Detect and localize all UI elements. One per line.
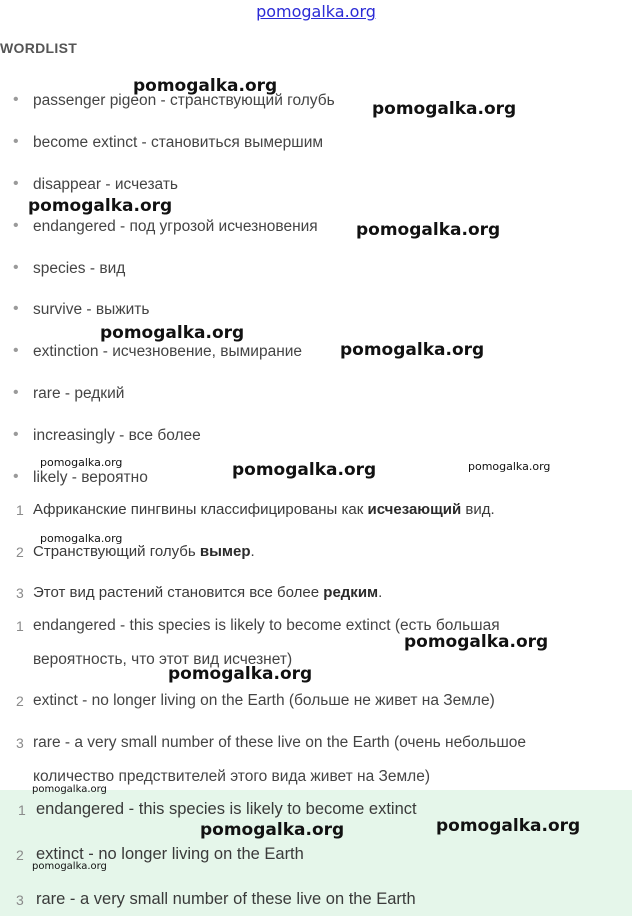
bullet-icon: •	[13, 384, 19, 401]
item-number: 1	[16, 502, 24, 518]
wordlist-title: WORDLIST	[0, 40, 78, 56]
wordlist-item: disappear - исчезать	[33, 176, 179, 193]
item-number: 3	[16, 735, 24, 751]
watermark: pomogalka.org	[28, 196, 173, 216]
definition-line: rare - a very small number of these live on the Earth (очень небольшое	[33, 734, 527, 751]
watermark: pomogalka.org	[32, 784, 107, 795]
definition-line: extinct - no longer living on the Earth (больше не живет на Земле)	[33, 692, 495, 709]
watermark: pomogalka.org	[40, 532, 123, 545]
watermark: pomogalka.org	[356, 220, 501, 240]
bullet-icon: •	[13, 259, 19, 276]
definition-line: endangered - this species is likely to become extinct (есть большая	[33, 617, 500, 634]
watermark: pomogalka.org	[436, 816, 581, 836]
wordlist-item: extinction - исчезновение, вымирание	[33, 343, 303, 360]
translation-sentence: Африканские пингвины классифицированы как исчезающий вид.	[33, 501, 495, 518]
key-word: исчезающий	[367, 501, 462, 518]
bullet-icon: •	[13, 217, 19, 234]
definition-line: количество предствителей этого вида живет на Земле)	[33, 768, 430, 785]
item-number: 1	[16, 618, 24, 634]
bullet-icon: •	[13, 91, 19, 108]
item-number: 2	[16, 847, 24, 863]
site-link[interactable]: pomogalka.org	[256, 2, 376, 21]
translation-sentence: Этот вид растений становится все более редким.	[33, 584, 383, 601]
wordlist-item: become extinct - становиться вымершим	[33, 134, 324, 151]
watermark: pomogalka.org	[32, 861, 107, 872]
wordlist-item: passenger pigeon - странствующий голубь	[33, 92, 335, 109]
item-number: 2	[16, 693, 24, 709]
definition-line: вероятность, что этот вид исчезнет)	[33, 651, 293, 668]
bullet-icon: •	[13, 468, 19, 485]
answer-line: rare - a very small number of these live on the Earth	[36, 890, 416, 908]
wordlist-item: endangered - под угрозой исчезновения	[33, 218, 318, 235]
item-number: 3	[16, 892, 24, 908]
watermark: pomogalka.org	[200, 820, 345, 840]
wordlist-item: rare - редкий	[33, 385, 125, 402]
key-word: редким	[323, 584, 379, 601]
watermark: pomogalka.org	[232, 460, 377, 480]
watermark: pomogalka.org	[100, 323, 245, 343]
watermark: pomogalka.org	[404, 632, 549, 652]
translation-sentence: Странствующий голубь вымер.	[33, 543, 255, 560]
item-number: 1	[18, 802, 26, 818]
answer-line: endangered - this species is likely to become extinct	[36, 800, 417, 818]
bullet-icon: •	[13, 426, 19, 443]
answer-line: extinct - no longer living on the Earth	[36, 845, 304, 863]
item-number: 2	[16, 544, 24, 560]
wordlist-item: likely - вероятно	[33, 469, 148, 486]
watermark: pomogalka.org	[40, 456, 123, 469]
wordlist-item: species - вид	[33, 260, 126, 277]
bullet-icon: •	[13, 175, 19, 192]
bullet-icon: •	[13, 300, 19, 317]
watermark: pomogalka.org	[468, 460, 551, 473]
watermark: pomogalka.org	[168, 664, 313, 684]
bullet-icon: •	[13, 133, 19, 150]
bullet-icon: •	[13, 342, 19, 359]
item-number: 3	[16, 585, 24, 601]
watermark: pomogalka.org	[372, 99, 517, 119]
key-word: вымер	[199, 543, 251, 560]
wordlist-item: increasingly - все более	[33, 427, 201, 444]
watermark: pomogalka.org	[133, 76, 278, 96]
wordlist-item: survive - выжить	[33, 301, 150, 318]
watermark: pomogalka.org	[340, 340, 485, 360]
